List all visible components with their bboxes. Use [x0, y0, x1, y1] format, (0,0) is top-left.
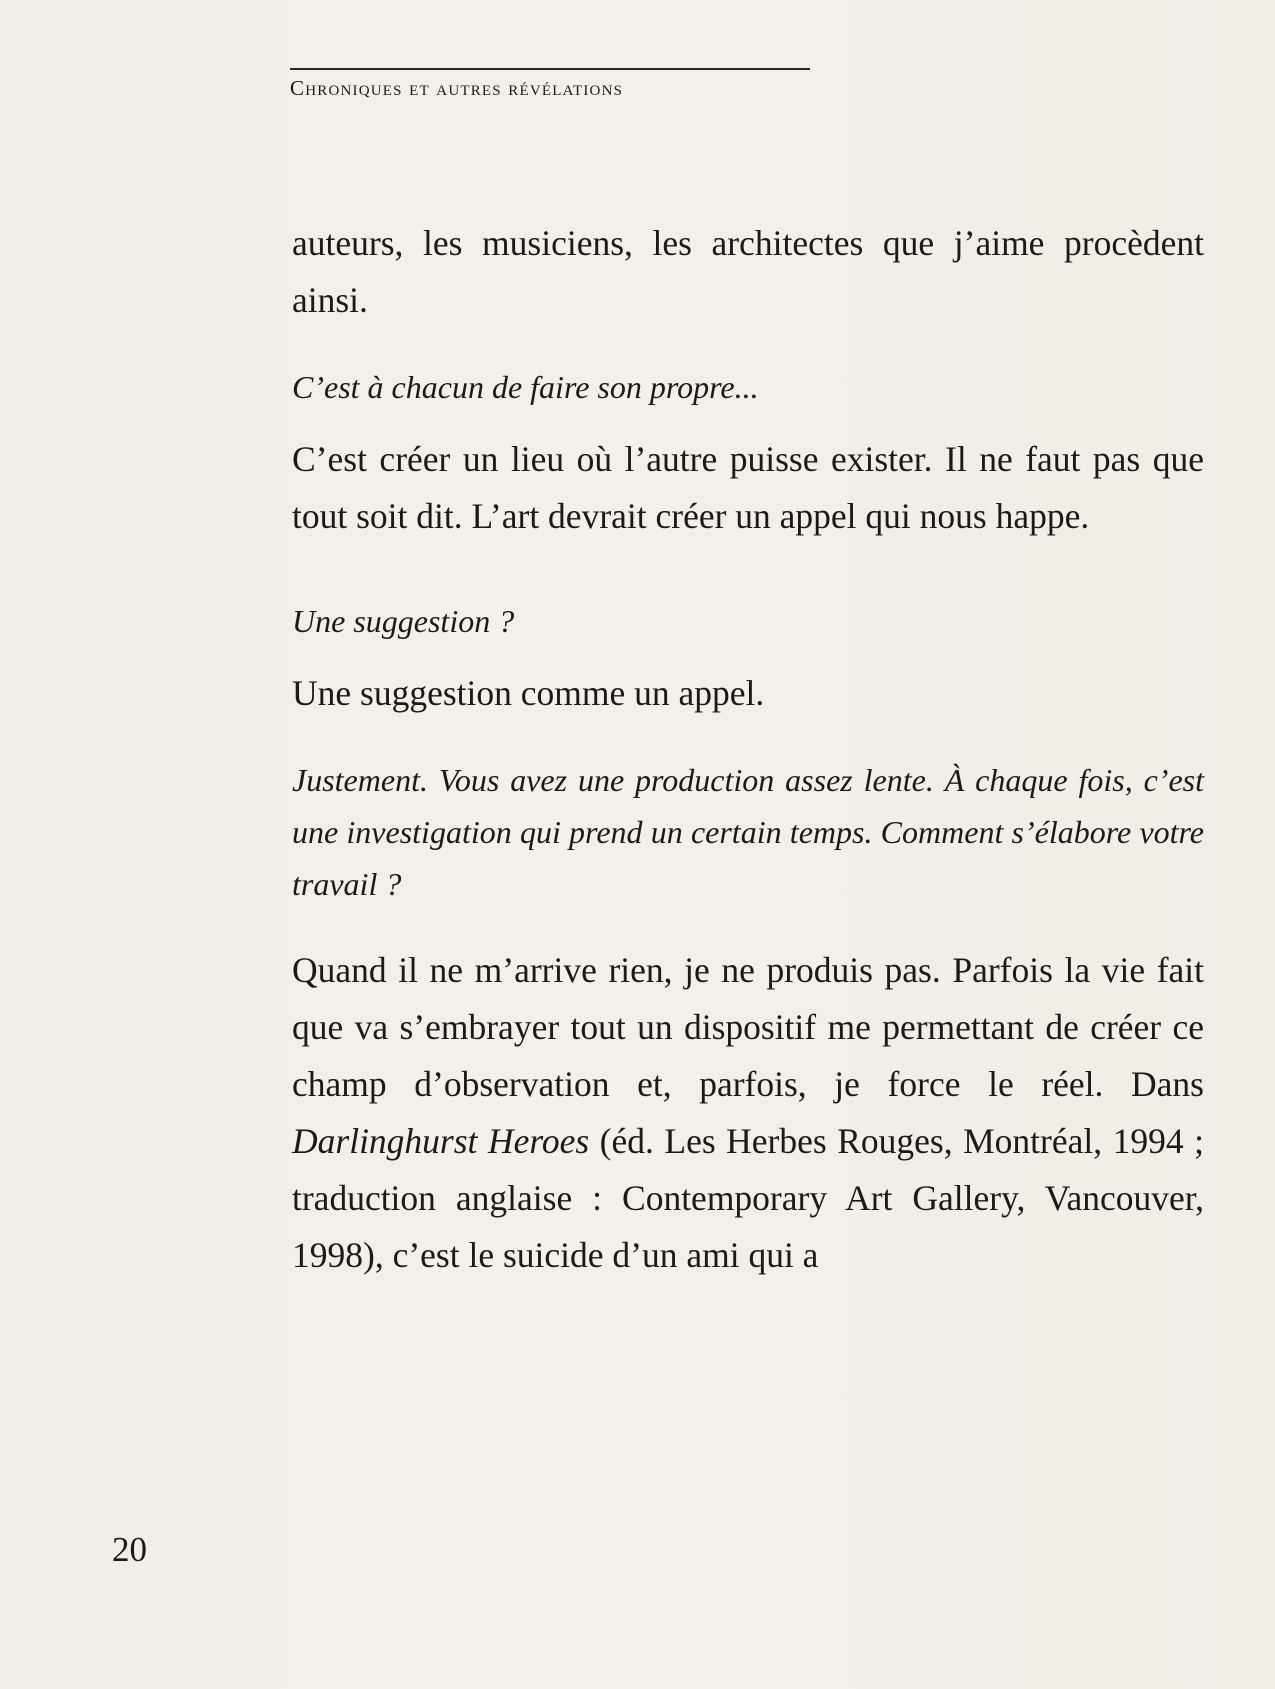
- question-3: Justement. Vous avez une production assez lente. À chaque fois, c’est une investigation qui prend un certain temps. Comment s’élabore votre travail ?: [292, 762, 1204, 902]
- paragraph-answer-3: Une suggestion comme un appel.: [292, 673, 765, 713]
- running-head: Chroniques et autres révélations: [290, 68, 810, 101]
- paragraph-answer-4: [292, 942, 1204, 1284]
- book-title: Darlinghurst Heroes: [292, 1121, 590, 1161]
- paragraph-answer-1: auteurs, les musiciens, les architectes que j’aime procèdent ainsi.: [292, 223, 1204, 320]
- question-2: Une suggestion ?: [292, 603, 515, 639]
- answer-4-text-start: Quand il ne m’arrive rien, je ne produis pas. Parfois la vie fait que va s’embrayer tout un dispositif me permettant de créer ce champ d’observation et, parfois, je force le réel. Dans: [292, 950, 1204, 1104]
- answer-4-text-end: (éd. Les Herbes Rouges, Montréal, 1994 ; traduction anglaise : Contemporary Art Gallery, Vancouver, 1998), c’est le suicide d’un ami qui a: [292, 1121, 1204, 1275]
- paragraph-answer-2: C’est créer un lieu où l’autre puisse exister. Il ne faut pas que tout soit dit. L’art devrait créer un appel qui nous happe.: [292, 439, 1204, 536]
- page-body: [292, 215, 1204, 1284]
- page-number: 20: [112, 1530, 147, 1569]
- question-1: C’est à chacun de faire son propre...: [292, 369, 759, 405]
